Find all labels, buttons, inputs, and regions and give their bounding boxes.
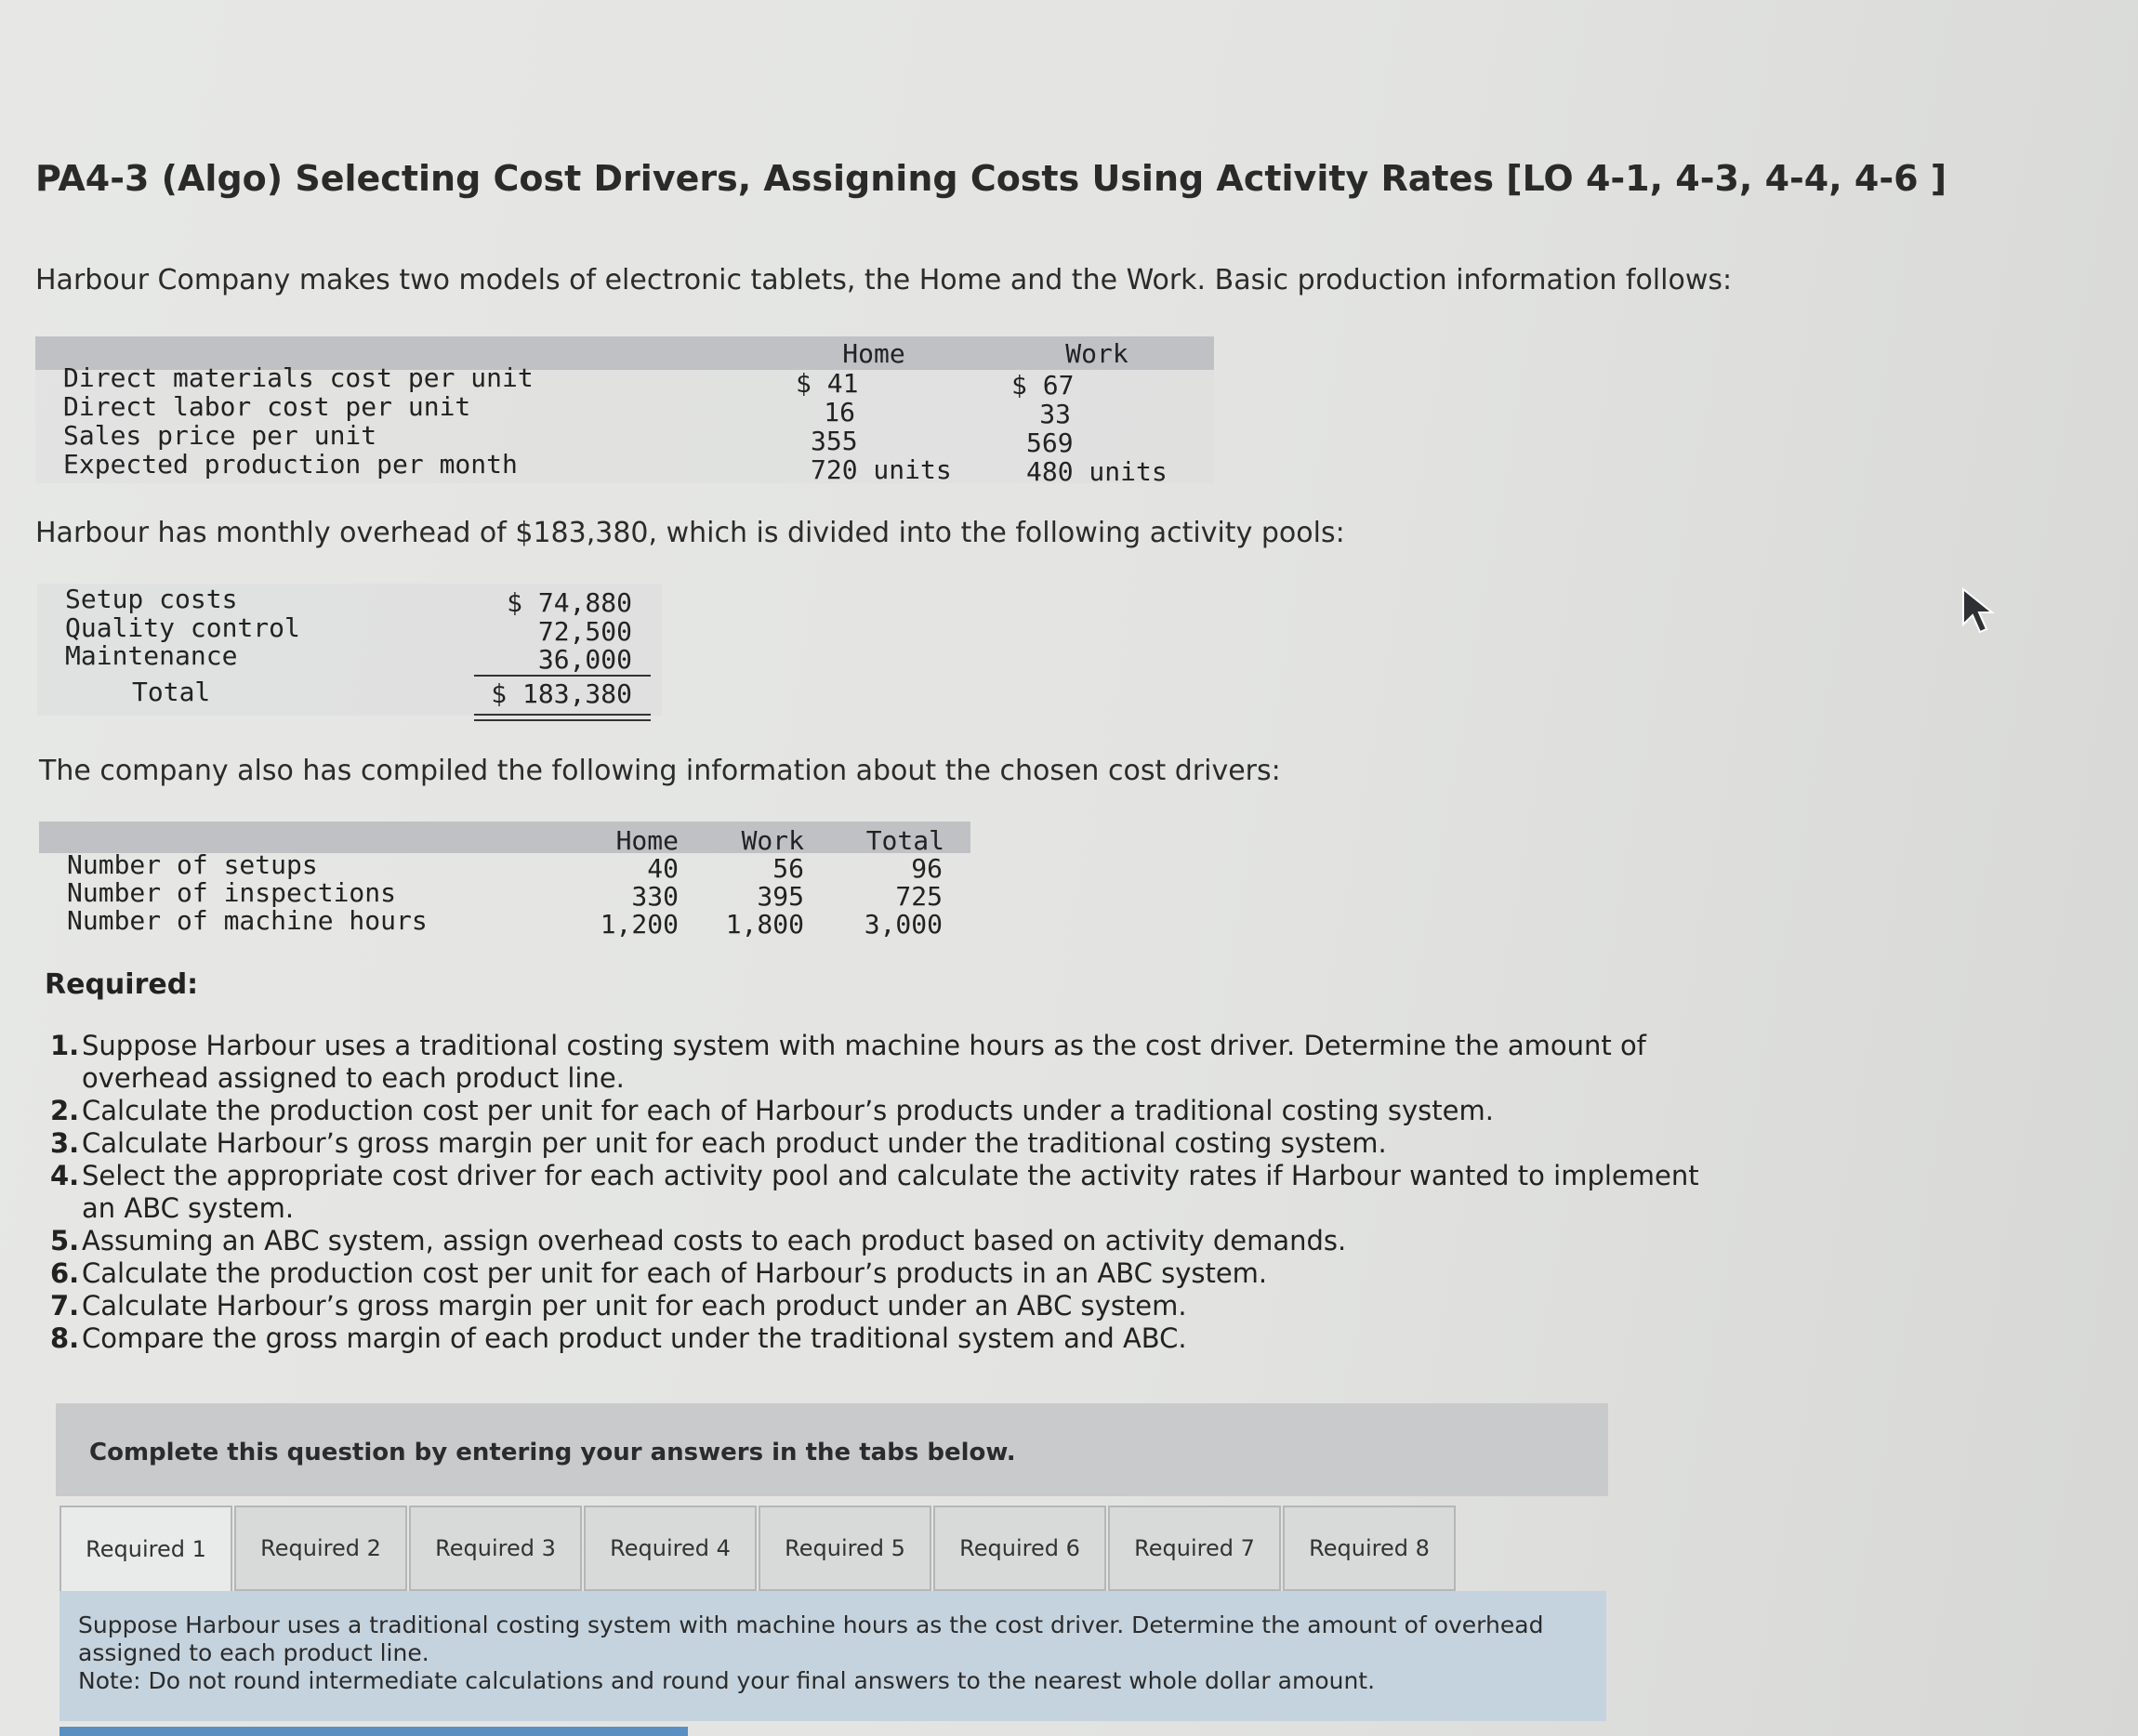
production-row-work-value: 480 units [1026, 456, 1168, 487]
requirement-item [45, 1322, 1718, 1355]
requirement-number: 7. [50, 1290, 80, 1322]
production-row-work-value: $ 67 [1011, 370, 1075, 401]
mouse-pointer-icon [1960, 587, 2000, 636]
requirement-item [45, 1225, 1718, 1257]
production-row-label: Direct labor cost per unit [63, 391, 471, 422]
overhead-intro-text: Harbour has monthly overhead of $183,380, which is divided into the following activity pools: [35, 517, 1345, 549]
production-header-home: Home [842, 338, 905, 369]
drivers-row-label: Number of machine hours [67, 905, 428, 936]
tab-required-4[interactable]: Required 4 [584, 1506, 757, 1591]
drivers-header-total: Total [865, 825, 944, 856]
tab-panel-required-1 [59, 1591, 1606, 1721]
overhead-row-value: 72,500 [537, 616, 632, 647]
requirement-number: 5. [50, 1225, 80, 1256]
tab-required-3[interactable]: Required 3 [409, 1506, 582, 1591]
requirement-item [45, 1290, 1718, 1322]
requirement-text: Calculate the production cost per unit for each of Harbour’s products under a traditional costing system. [82, 1095, 1494, 1126]
requirement-text: Calculate Harbour’s gross margin per unit for each product under the traditional costing system. [82, 1127, 1387, 1159]
production-row-home-value: 16 [824, 397, 855, 427]
drivers-row-total-value: 96 [911, 853, 943, 884]
total-rule-bottom [474, 719, 651, 721]
requirement-text: Select the appropriate cost driver for each activity pool and calculate the activity rates if Harbour wanted to implement an ABC system. [82, 1160, 1699, 1224]
drivers-header-work: Work [741, 825, 804, 856]
tab-required-2[interactable]: Required 2 [234, 1506, 407, 1591]
overhead-row-label: Maintenance [65, 640, 238, 671]
drivers-intro-text: The company also has compiled the following information about the chosen cost drivers: [39, 755, 1281, 787]
drivers-row-home-value: 1,200 [600, 909, 679, 940]
requirement-item [45, 1160, 1718, 1225]
drivers-row-total-value: 3,000 [864, 909, 943, 940]
overhead-row-label: Setup costs [65, 584, 238, 614]
overhead-row-value: $ 74,880 [507, 587, 632, 618]
requirement-item [45, 1030, 1718, 1095]
production-row-label: Expected production per month [63, 449, 518, 480]
production-row-work-value: 33 [1039, 399, 1071, 429]
production-row-home-value: 355 [811, 426, 858, 456]
overhead-row-value: 36,000 [537, 644, 632, 675]
tab-required-7[interactable]: Required 7 [1108, 1506, 1281, 1591]
panel-note: Note: Do not round intermediate calculations and round your final answers to the nearest whole dollar amount. [78, 1667, 1376, 1694]
overhead-row-label: Quality control [65, 612, 300, 643]
drivers-row-label: Number of setups [67, 849, 318, 880]
requirement-number: 4. [50, 1160, 80, 1191]
requirement-item [45, 1257, 1718, 1290]
requirement-text: Calculate Harbour’s gross margin per unit for each product under an ABC system. [82, 1290, 1187, 1322]
instructions-box [56, 1403, 1608, 1496]
page-title: PA4-3 (Algo) Selecting Cost Drivers, Assigning Costs Using Activity Rates [LO 4-1, 4-3, 4-4, 4-6 ] [35, 158, 1947, 199]
requirement-number: 8. [50, 1322, 80, 1354]
drivers-row-total-value: 725 [895, 881, 943, 912]
overhead-total-label: Total [132, 677, 211, 707]
drivers-header-home: Home [615, 825, 679, 856]
drivers-row-label: Number of inspections [67, 877, 397, 908]
drivers-row-work-value: 56 [772, 853, 804, 884]
required-tabs [59, 1506, 1458, 1591]
instructions-text: Complete this question by entering your answers in the tabs below. [89, 1439, 1016, 1466]
production-row-home-value: $ 41 [796, 368, 859, 399]
production-row-home-value: 720 units [811, 454, 952, 485]
production-row-work-value: 569 [1026, 427, 1074, 458]
required-heading: Required: [45, 968, 199, 1001]
requirement-number: 1. [50, 1030, 80, 1061]
subtotal-rule [474, 675, 651, 677]
drivers-row-home-value: 330 [631, 881, 679, 912]
requirement-text: Calculate the production cost per unit for each of Harbour’s products in an ABC system. [82, 1257, 1268, 1289]
requirement-text: Compare the gross margin of each product under the traditional system and ABC. [82, 1322, 1187, 1354]
requirement-number: 2. [50, 1095, 80, 1126]
drivers-row-home-value: 40 [647, 853, 679, 884]
requirements-list [45, 1030, 1718, 1355]
drivers-row-work-value: 1,800 [725, 909, 804, 940]
panel-prompt: Suppose Harbour uses a traditional costing system with machine hours as the cost driver. Determine the amount of overhead assigned to each product line. [78, 1611, 1544, 1666]
requirement-text: Assuming an ABC system, assign overhead costs to each product based on activity demands. [82, 1225, 1347, 1256]
requirement-item [45, 1095, 1718, 1127]
production-row-label: Direct materials cost per unit [63, 362, 534, 393]
answer-section-bar [59, 1727, 688, 1736]
tab-required-1[interactable]: Required 1 [59, 1506, 232, 1591]
production-header-work: Work [1065, 338, 1128, 369]
requirement-text: Suppose Harbour uses a traditional costing system with machine hours as the cost driver. Determine the amount of overhead assigned to each product line. [82, 1030, 1646, 1094]
intro-text: Harbour Company makes two models of electronic tablets, the Home and the Work. Basic production information follows: [35, 264, 1733, 296]
requirement-number: 3. [50, 1127, 80, 1159]
requirement-item [45, 1127, 1718, 1160]
tab-required-6[interactable]: Required 6 [933, 1506, 1106, 1591]
total-rule-top [474, 714, 651, 716]
requirement-number: 6. [50, 1257, 80, 1289]
tab-required-8[interactable]: Required 8 [1283, 1506, 1456, 1591]
drivers-row-work-value: 395 [757, 881, 804, 912]
production-row-label: Sales price per unit [63, 420, 377, 451]
overhead-total-value: $ 183,380 [491, 678, 632, 709]
tab-required-5[interactable]: Required 5 [759, 1506, 931, 1591]
